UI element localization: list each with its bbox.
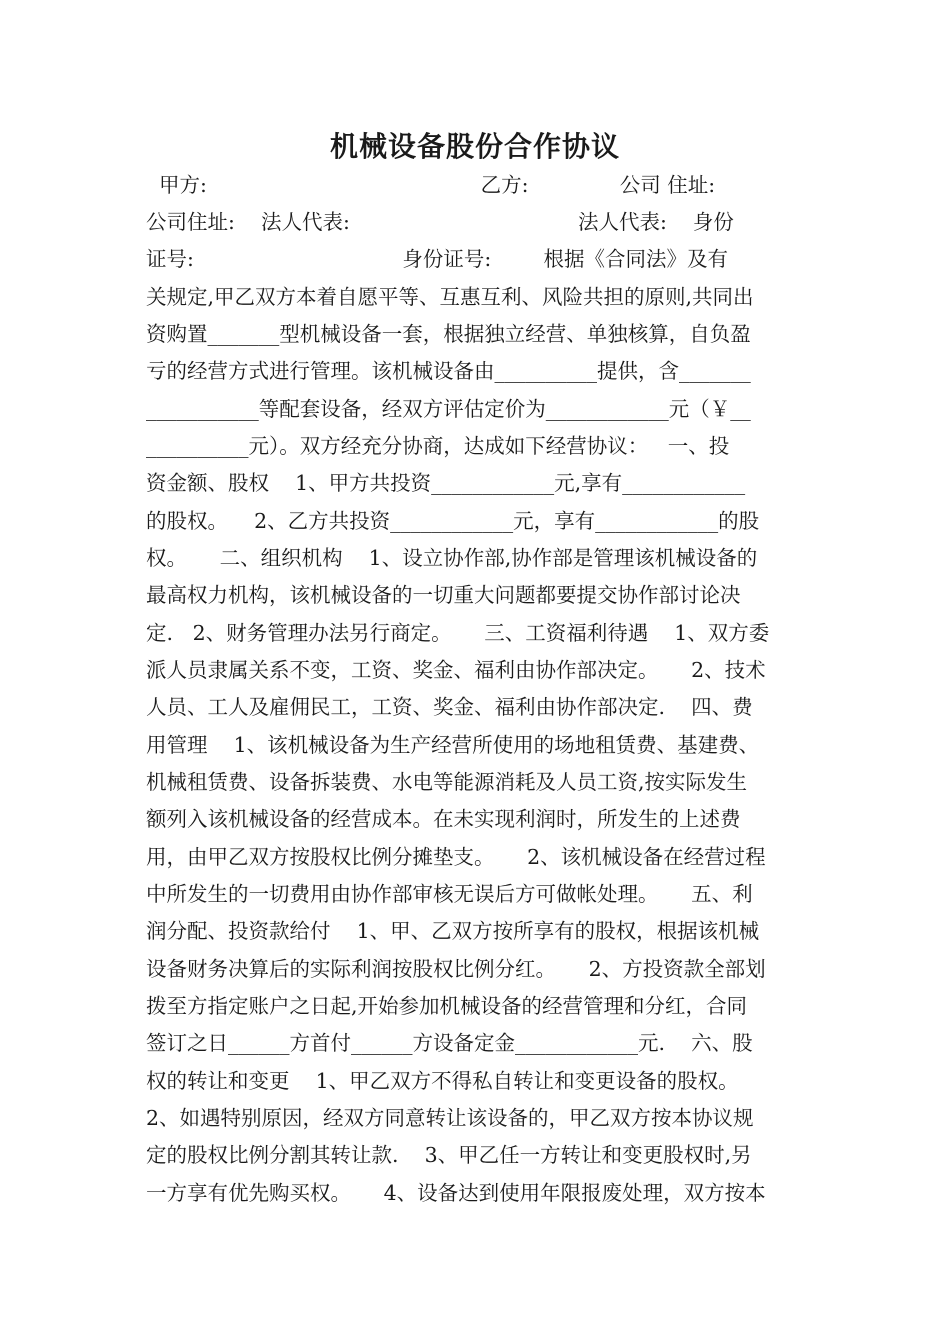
text-line: 用，由甲乙双方按股权比例分摊垫支。 2、该机械设备在经营过程 (146, 845, 766, 869)
text-line: 定. 2、财务管理办法另行商定。 三、工资福利待遇 1、双方委 (146, 621, 770, 645)
text-line: 甲方: 乙方: 公司 住址: (146, 173, 716, 197)
text-line: 润分配、投资款给付 1、甲、乙双方按所享有的股权，根据该机械 (146, 919, 760, 943)
text-line: 最高权力机构，该机械设备的一切重大问题都要提交协作部讨论决 (146, 583, 741, 607)
text-line: ___________等配套设备，经双方评估定价为____________元（￥__ (146, 397, 751, 421)
text-line: 设备财务决算后的实际利润按股权比例分红。 2、方投资款全部划 (146, 957, 766, 981)
text-line: 一方享有优先购买权。 4、设备达到使用年限报废处理，双方按本 (146, 1181, 766, 1205)
text-line: 亏的经营方式进行管理。该机械设备由__________提供，含_______ (146, 359, 751, 383)
text-line: 权的转让和变更 1、甲乙双方不得私自转让和变更设备的股权。 (146, 1069, 739, 1093)
text-line: 的股权。 2、乙方共投资____________元，享有____________的股 (146, 509, 760, 533)
text-line: 拨至方指定账户之日起,开始参加机械设备的经营管理和分红，合同 (146, 994, 748, 1018)
text-line: 权。 二、组织机构 1、设立协作部,协作部是管理该机械设备的 (146, 546, 758, 570)
text-line: 机械租赁费、设备拆装费、水电等能源消耗及人员工资,按实际发生 (146, 770, 748, 794)
text-line: 资金额、股权 1、甲方共投资____________元,享有____________ (146, 471, 746, 495)
text-line: 派人员隶属关系不变，工资、奖金、福利由协作部决定。 2、技术 (146, 658, 766, 682)
text-line: 签订之日______方首付______方设备定金____________元. 六、股 (146, 1031, 753, 1055)
text-line: 用管理 1、该机械设备为生产经营所使用的场地租赁费、基建费、 (146, 733, 760, 757)
text-line: 定的股权比例分割其转让款. 3、甲乙任一方转让和变更股权时,另 (146, 1143, 752, 1167)
text-line: __________元）。双方经充分协商，达成如下经营协议： 一、投 (146, 434, 730, 458)
document-title: 机械设备股份合作协议 (329, 130, 620, 163)
text-line: 2、如遇特别原因，经双方同意转让该设备的，甲乙双方按本协议规 (146, 1106, 754, 1130)
text-line: 证号: 身份证号: 根据《合同法》及有 (146, 247, 728, 271)
text-line: 资购置_______型机械设备一套，根据独立经营、单独核算，自负盈 (146, 322, 751, 346)
text-line: 关规定,甲乙双方本着自愿平等、互惠互利、风险共担的原则,共同出 (146, 285, 754, 309)
text-line: 中所发生的一切费用由协作部审核无误后方可做帐处理。 五、利 (146, 882, 753, 906)
text-line: 公司住址: 法人代表: 法人代表: 身份 (146, 210, 734, 234)
text-line: 人员、工人及雇佣民工，工资、奖金、福利由协作部决定. 四、费 (146, 695, 753, 719)
text-line: 额列入该机械设备的经营成本。在未实现利润时，所发生的上述费 (146, 807, 741, 831)
